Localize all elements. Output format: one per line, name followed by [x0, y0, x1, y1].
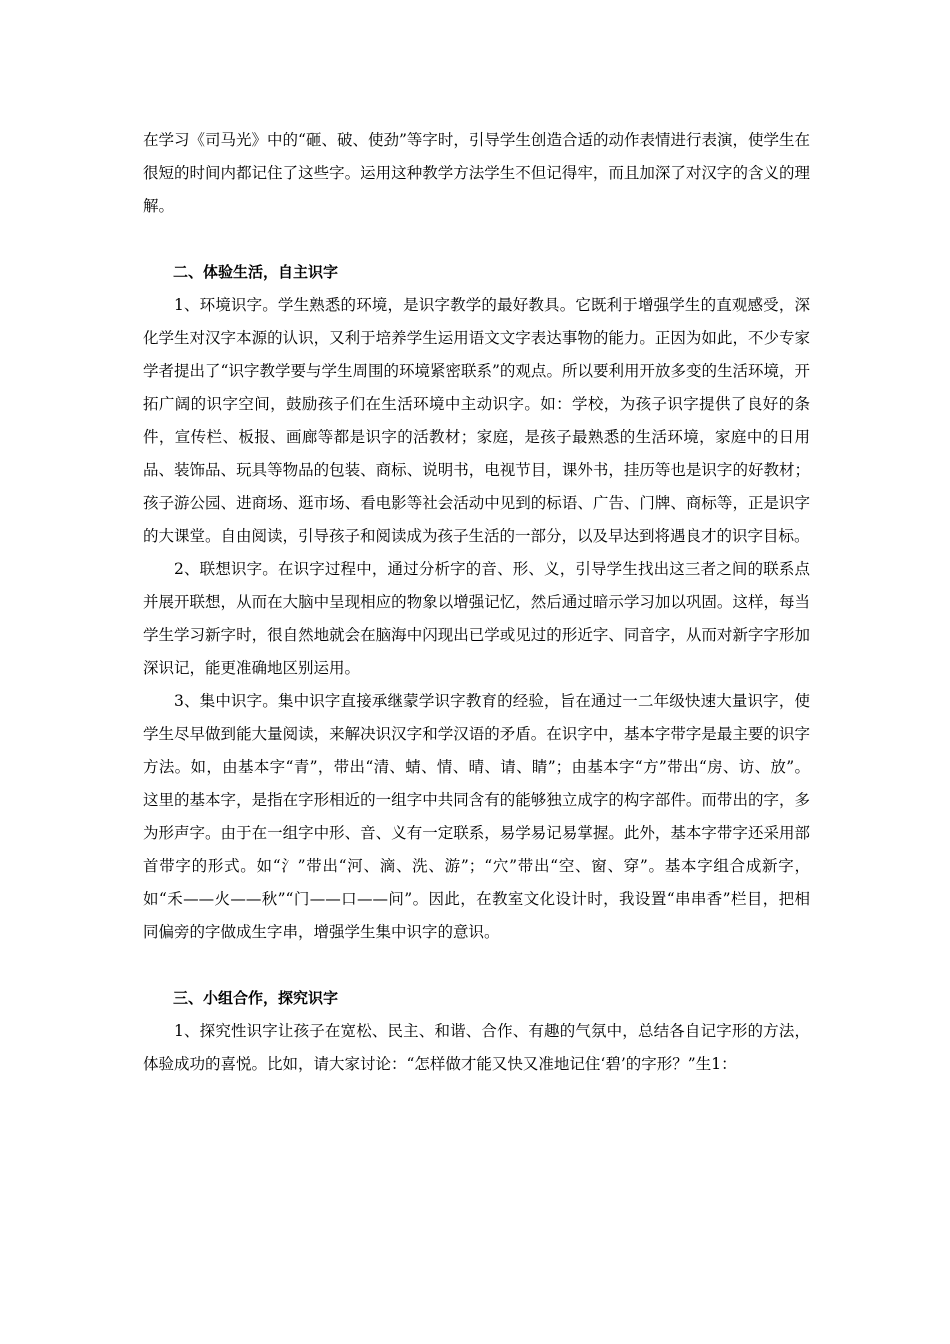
paragraph-inquiry-literacy: 1、探究性识字让孩子在宽松、民主、和谐、合作、有趣的气氛中，总结各自记字形的方法，体验成功的喜悦。比如，请大家讨论：“怎样做才能又快又准地记住‘碧’的字形？”生1： [143, 1022, 810, 1073]
paragraph-association-literacy: 2、联想识字。在识字过程中，通过分析字的音、形、义，引导学生找出这三者之间的联系点并展开联想，从而在大脑中呈现相应的物象以增强记忆，然后通过暗示学习加以巩固。这样，每当学生学习新字时，很自然地就会在脑海中闪现出已学或见过的形近字、同音字，从而对新字字形加深识记，能更准确地区别运用。 [143, 560, 810, 677]
document-body [143, 124, 810, 1081]
paragraph-concentrated-literacy: 3、集中识字。集中识字直接承继蒙学识字教育的经验，旨在通过一二年级快速大量识字，使学生尽早做到能大量阅读，来解决识汉字和学汉语的矛盾。在识字中，基本字带字是最主要的识字方法。如，由基本字“青”，带出“清、蜻、情、晴、请、睛”；由基本字“方”带出“房、访、放”。这里的基本字，是指在字形相近的一组字中共同含有的能够独立成字的构字部件。而带出的字，多为形声字。由于在一组字中形、音、义有一定联系，易学易记易掌握。此外，基本字带字还采用部首带字的形式。如“氵”带出“河、滴、洗、游”；“穴”带出“空、窗、穿”。基本字组合成新字，如“禾——火——秋”“门——口——问”。因此，在教室文化设计时，我设置“串串香”栏目，把相同偏旁的字做成生字串，增强学生集中识字的意识。 [143, 692, 810, 941]
paragraph-environment-literacy: 1、环境识字。学生熟悉的环境，是识字教学的最好教具。它既利于增强学生的直观感受，深化学生对汉字本源的认识，又利于培养学生运用语文文字表达事物的能力。正因为如此，不少专家学者提出了“识字教学要与学生周围的环境紧密联系”的观点。所以要利用开放多变的生活环境，开拓广阔的识字空间，鼓励孩子们在生活环境中主动识字。如：学校，为孩子识字提供了良好的条件，宣传栏、板报、画廊等都是识字的活教材；家庭，是孩子最熟悉的生活环境，家庭中的日用品、装饰品、玩具等物品的包装、商标、说明书，电视节目，课外书，挂历等也是识字的好教材；孩子游公园、进商场、逛市场、看电影等社会活动中见到的标语、广告、门牌、商标等，正是识字的大课堂。自由阅读，引导孩子和阅读成为孩子生活的一部分，以及早达到将遇良才的识字目标。 [143, 296, 810, 545]
section-heading-2: 二、体验生活，自主识字 [173, 263, 339, 281]
intro-paragraph: 在学习《司马光》中的“砸、破、使劲”等字时，引导学生创造合适的动作表情进行表演，使学生在很短的时间内都记住了这些字。运用这种教学方法学生不但记得牢，而且加深了对汉字的含义的理解。 [143, 131, 810, 215]
section-heading-3: 三、小组合作，探究识字 [173, 989, 339, 1007]
